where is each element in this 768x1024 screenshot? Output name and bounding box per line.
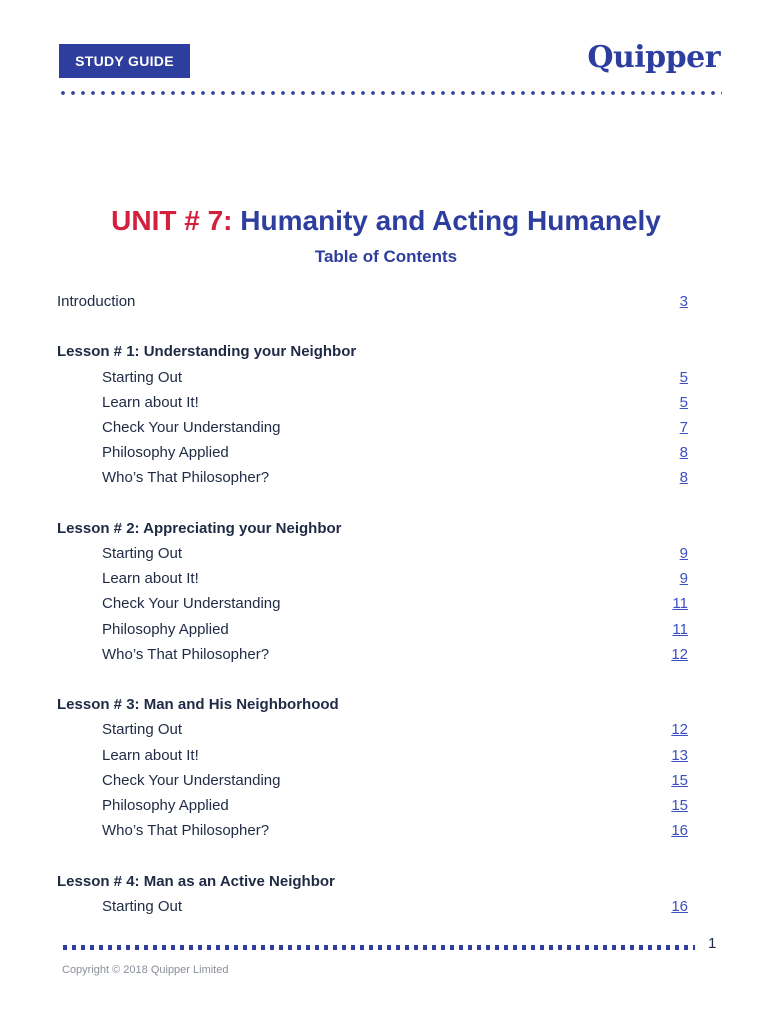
toc-page-link[interactable]: 7 [679,419,688,436]
toc-page-link[interactable]: 13 [671,746,688,764]
toc-heading: Table of Contents [314,247,458,266]
unit-title [0,205,768,237]
lesson-title: Lesson # 3: Man and His Neighborhood [57,696,339,714]
toc-entry [57,369,688,391]
header-dotted-divider [58,91,722,95]
toc-page-link[interactable]: 12 [671,645,688,663]
toc-entry [57,419,688,441]
toc-entry [57,797,688,819]
toc-page-link[interactable]: 11 [672,595,688,613]
toc-entry-label: Starting Out [102,545,183,562]
toc-lesson-heading [57,696,688,718]
toc-entry [57,545,688,567]
toc-page-link[interactable]: 3 [679,293,688,310]
toc-entry-label: Learn about It! [102,746,199,764]
toc-page-link[interactable]: 8 [679,444,688,462]
toc-entry-label: Philosophy Applied [102,620,229,638]
toc-page-link[interactable]: 11 [672,620,688,638]
toc-lesson-heading [57,873,688,895]
toc-entry-label: Starting Out [102,368,183,386]
unit-name: Humanity and Acting Humanely [240,205,661,236]
toc-page-link[interactable]: 15 [671,797,688,814]
toc-entry [57,772,688,794]
unit-number: UNIT # 7: [111,205,233,236]
toc-page-link[interactable]: 8 [679,469,688,487]
toc-entry [57,394,688,416]
toc-entry [57,570,688,592]
toc-page-link[interactable]: 12 [671,721,688,739]
toc-entry-label: Check Your Understanding [102,595,281,613]
toc-entry-label: Who’s That Philosopher? [102,822,270,840]
toc-entry-label: Check Your Understanding [102,419,281,436]
toc-entry [57,747,688,769]
quipper-logo: Quipper [587,40,720,75]
toc-lesson-heading [57,520,688,542]
toc-entry [57,822,688,844]
toc-page-link[interactable]: 9 [679,545,688,562]
toc-entry [57,444,688,466]
toc-entry [57,621,688,643]
toc-entry [57,469,688,491]
lesson-title: Lesson # 1: Understanding your Neighbor [57,343,357,361]
toc-entry [57,721,688,743]
toc-page-link[interactable]: 5 [679,393,688,411]
toc-lesson-heading [57,343,688,365]
toc-entry-label: Introduction [57,293,136,310]
toc-entry-label: Check Your Understanding [102,771,281,789]
toc-entry-label: Philosophy Applied [102,444,229,462]
toc-entry [57,595,688,617]
footer-dotted-divider [63,945,695,950]
toc-entry-label: Who’s That Philosopher? [102,645,270,663]
toc-entry-label: Philosophy Applied [102,797,229,814]
toc-entry [57,293,688,315]
page-number: 1 [708,935,717,952]
toc-entry-label: Learn about It! [102,570,199,588]
toc-entry-label: Starting Out [102,721,183,739]
study-guide-badge: STUDY GUIDE [59,44,190,78]
toc-page-link[interactable]: 15 [671,771,688,789]
toc-page-link[interactable]: 16 [671,897,688,915]
lesson-title: Lesson # 4: Man as an Active Neighbor [57,872,335,890]
toc-page-link[interactable]: 9 [679,570,688,588]
toc-entry-label: Who’s That Philosopher? [102,469,270,487]
toc-entry [57,646,688,668]
toc-page-link[interactable]: 16 [671,822,688,840]
toc-entry [57,898,688,920]
toc-entry-label: Starting Out [102,897,183,915]
toc-page-link[interactable]: 5 [679,368,688,386]
lesson-title: Lesson # 2: Appreciating your Neighbor [57,519,342,537]
copyright-notice: Copyright © 2018 Quipper Limited [62,964,229,976]
toc-entry-label: Learn about It! [102,393,199,411]
